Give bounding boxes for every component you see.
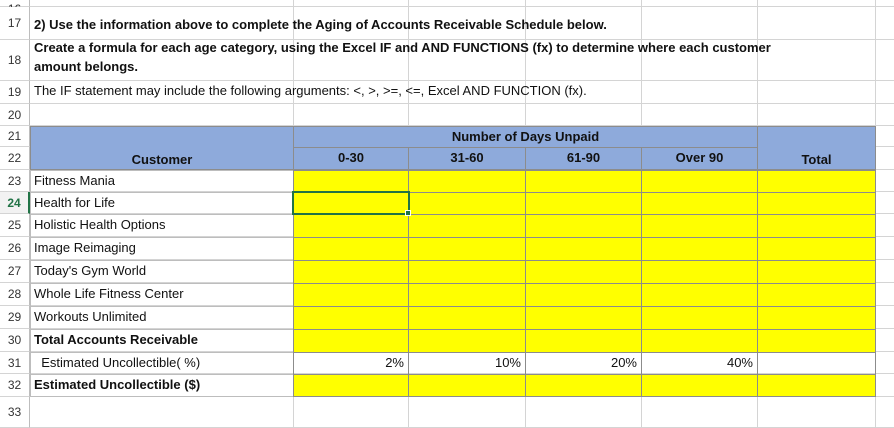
- col-header-over-90: Over 90: [641, 147, 758, 170]
- est-dollar-label: Estimated Uncollectible ($): [30, 374, 294, 397]
- row-header-20[interactable]: 20: [0, 104, 30, 126]
- total-cell[interactable]: [757, 237, 876, 261]
- row-header-22[interactable]: 22: [0, 147, 30, 170]
- row-header-29[interactable]: 29: [0, 306, 30, 329]
- input-cell-31-60[interactable]: [408, 214, 526, 238]
- row-header-31[interactable]: 31: [0, 352, 30, 374]
- est-dollar-cell-61-90[interactable]: [525, 374, 642, 397]
- gridline-row-19: [30, 103, 894, 104]
- est-dollar-cell-0-30[interactable]: [293, 374, 409, 397]
- row-header-33[interactable]: 33: [0, 397, 30, 428]
- input-cell-0-30[interactable]: [293, 260, 409, 284]
- est-dollar-cell-31-60[interactable]: [408, 374, 526, 397]
- instruction-line-17: 2) Use the information above to complete the Aging of Accounts Receivable Schedule below.: [34, 17, 607, 32]
- input-cell-31-60[interactable]: [408, 283, 526, 307]
- fill-handle[interactable]: [405, 210, 411, 216]
- est-pct-cell-31-60[interactable]: 10%: [408, 352, 526, 375]
- total-ar-cell-31-60[interactable]: [408, 329, 526, 353]
- total-cell[interactable]: [757, 192, 876, 215]
- est-pct-label: Estimated Uncollectible( %): [30, 352, 294, 375]
- input-cell-61-90[interactable]: [525, 237, 642, 261]
- input-cell-31-60[interactable]: [408, 260, 526, 284]
- total-cell[interactable]: [757, 214, 876, 238]
- input-cell-Over 90[interactable]: [641, 192, 758, 215]
- total-ar-grand-cell[interactable]: [757, 329, 876, 353]
- input-cell-Over 90[interactable]: [641, 170, 758, 193]
- row-header-32[interactable]: 32: [0, 374, 30, 397]
- customer-name: Today's Gym World: [30, 260, 294, 284]
- input-cell-61-90[interactable]: [525, 283, 642, 307]
- total-ar-label: Total Accounts Receivable: [30, 329, 294, 353]
- selected-cell-b24[interactable]: [292, 191, 410, 215]
- input-cell-61-90[interactable]: [525, 306, 642, 330]
- row-header-18[interactable]: 18: [0, 40, 30, 81]
- input-cell-Over 90[interactable]: [641, 283, 758, 307]
- input-cell-0-30[interactable]: [293, 283, 409, 307]
- input-cell-61-90[interactable]: [525, 170, 642, 193]
- row-header-19[interactable]: 19: [0, 81, 30, 104]
- total-cell[interactable]: [757, 306, 876, 330]
- instruction-line-18b: amount belongs.: [34, 59, 138, 74]
- total-ar-cell-0-30[interactable]: [293, 329, 409, 353]
- row-header-30[interactable]: 30: [0, 329, 30, 352]
- est-pct-cell-61-90[interactable]: 20%: [525, 352, 642, 375]
- row-header-16[interactable]: [0, 0, 30, 7]
- row-header-26[interactable]: 26: [0, 237, 30, 260]
- row-header-28[interactable]: 28: [0, 283, 30, 306]
- row-header-23[interactable]: 23: [0, 170, 30, 192]
- total-cell[interactable]: [757, 283, 876, 307]
- customer-name: Workouts Unlimited: [30, 306, 294, 330]
- customer-name: Health for Life: [30, 192, 294, 215]
- est-dollar-total-cell[interactable]: [757, 374, 876, 397]
- gridline-row-16: [30, 6, 894, 7]
- total-ar-cell-Over 90[interactable]: [641, 329, 758, 353]
- input-cell-31-60[interactable]: [408, 306, 526, 330]
- col-header-61-90: 61-90: [525, 147, 642, 170]
- instruction-line-19: The IF statement may include the following arguments: <, >, >=, <=, Excel AND FUNCTION (fx).: [34, 83, 587, 98]
- row-header-17[interactable]: 17: [0, 7, 30, 40]
- est-pct-cell-0-30[interactable]: 2%: [293, 352, 409, 375]
- input-cell-Over 90[interactable]: [641, 237, 758, 261]
- total-header: Total: [757, 126, 876, 170]
- row-header-27[interactable]: 27: [0, 260, 30, 283]
- input-cell-Over 90[interactable]: [641, 260, 758, 284]
- instruction-line-18a: Create a formula for each age category, using the Excel IF and AND FUNCTIONS (fx) to determine where each customer: [34, 40, 771, 55]
- est-dollar-cell-Over 90[interactable]: [641, 374, 758, 397]
- gridline-row-18: [30, 80, 894, 81]
- col-header-0-30: 0-30: [293, 147, 409, 170]
- group-header-days-unpaid: Number of Days Unpaid: [293, 126, 758, 148]
- est-pct-cell-Over 90[interactable]: 40%: [641, 352, 758, 375]
- est-pct-total-cell[interactable]: [757, 352, 876, 375]
- customer-header: Customer: [30, 126, 294, 170]
- input-cell-0-30[interactable]: [293, 237, 409, 261]
- input-cell-31-60[interactable]: [408, 192, 526, 215]
- input-cell-0-30[interactable]: [293, 170, 409, 193]
- customer-name: Holistic Health Options: [30, 214, 294, 238]
- customer-name: Whole Life Fitness Center: [30, 283, 294, 307]
- row-header-21[interactable]: 21: [0, 126, 30, 147]
- row-header-25[interactable]: 25: [0, 214, 30, 237]
- customer-name: Image Reimaging: [30, 237, 294, 261]
- col-header-31-60: 31-60: [408, 147, 526, 170]
- input-cell-31-60[interactable]: [408, 170, 526, 193]
- input-cell-31-60[interactable]: [408, 237, 526, 261]
- input-cell-Over 90[interactable]: [641, 306, 758, 330]
- customer-name: Fitness Mania: [30, 170, 294, 193]
- total-cell[interactable]: [757, 170, 876, 193]
- input-cell-61-90[interactable]: [525, 214, 642, 238]
- row-header-24[interactable]: 24: [0, 192, 30, 214]
- input-cell-61-90[interactable]: [525, 260, 642, 284]
- input-cell-61-90[interactable]: [525, 192, 642, 215]
- total-ar-cell-61-90[interactable]: [525, 329, 642, 353]
- total-cell[interactable]: [757, 260, 876, 284]
- input-cell-Over 90[interactable]: [641, 214, 758, 238]
- input-cell-0-30[interactable]: [293, 214, 409, 238]
- input-cell-0-30[interactable]: [293, 306, 409, 330]
